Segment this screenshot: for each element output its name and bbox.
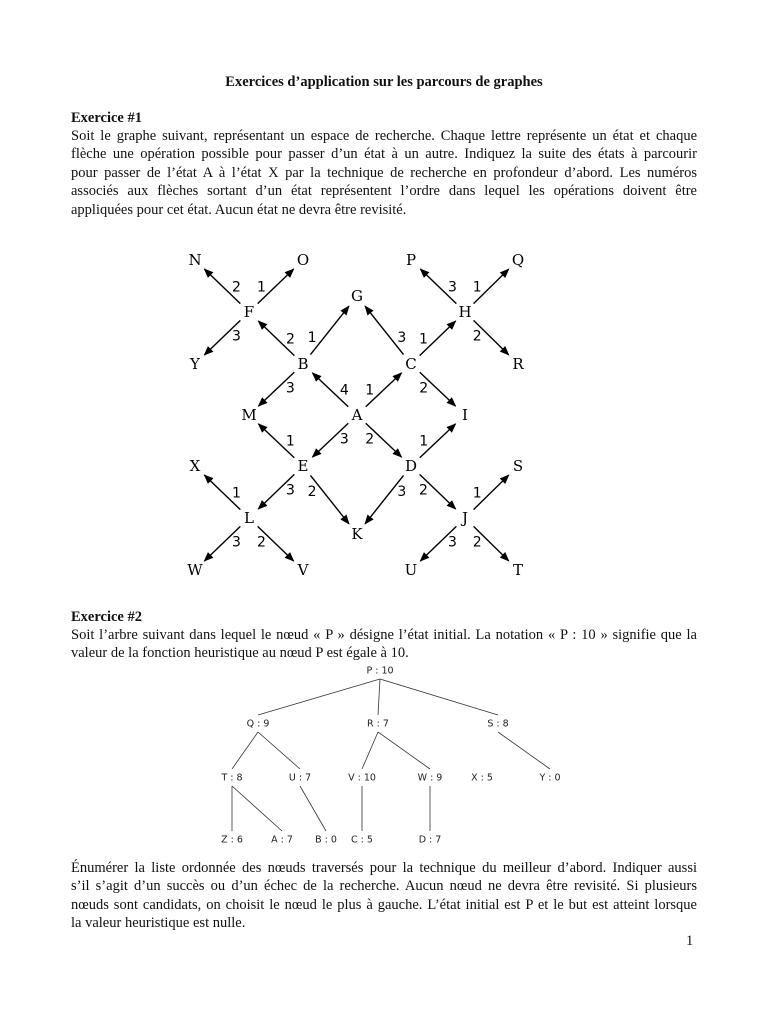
graph-arrow-label-F-N: 2: [232, 279, 241, 296]
graph-arrow-label-L-W: 3: [232, 534, 241, 551]
exercise-1-heading: Exercice #1: [71, 110, 142, 126]
tree-node-S: S : 8: [487, 718, 509, 730]
graph-arrow-label-C-I: 2: [419, 380, 429, 397]
tree-edge-P-S: [380, 679, 498, 715]
exercise-2-question: [71, 859, 697, 933]
graph-arrow-label-F-O: 1: [257, 279, 266, 296]
graph-node-T: T: [512, 561, 524, 579]
tree-node-U: U : 7: [288, 772, 312, 784]
exercise-1-line: Soit le graphe suivant, représentant un espace de recherche. Chaque lettre représente un état et chaque: [71, 128, 697, 144]
tree-node-T: T : 8: [221, 772, 243, 784]
graph-arrow-label-E-M: 1: [285, 433, 295, 450]
tree-node-Y: Y : 0: [539, 772, 561, 784]
tree-edge-R-V: [362, 732, 378, 769]
graph-node-P: P: [405, 251, 417, 269]
graph-arrow-label-B-G: 1: [307, 330, 317, 347]
graph-node-A: A: [351, 406, 363, 424]
graph-arrow-label-A-C: 1: [365, 382, 375, 399]
tree-edge-P-R: [378, 679, 380, 715]
graph-arrow-label-E-L: 3: [286, 482, 295, 499]
tree-node-C: C : 5: [351, 834, 373, 846]
graph-arrow-label-A-E: 3: [339, 431, 349, 448]
graph-arrow-label-J-T: 2: [472, 534, 482, 551]
graph-arrow-label-H-P: 3: [448, 279, 457, 296]
graph-node-W: W: [187, 561, 203, 579]
graph-node-M: M: [241, 406, 257, 424]
graph-node-V: V: [297, 561, 309, 579]
tree-node-Z: Z : 6: [221, 834, 243, 846]
graph-node-D: D: [404, 457, 418, 475]
tree-node-R: R : 7: [367, 718, 389, 730]
graph-node-S: S: [512, 457, 524, 475]
graph-arrow-label-B-F: 2: [286, 331, 295, 348]
exercise-2-question-line: Énumérer la liste ordonnée des nœuds traversés pour la technique du meilleur d’abord. Indiquer aussi: [71, 860, 697, 876]
graph-node-F: F: [243, 303, 255, 321]
graph-node-B: B: [297, 355, 309, 373]
graph-arrow-label-B-M: 3: [285, 380, 295, 397]
graph-arrow-label-J-S: 1: [472, 485, 482, 502]
tree-node-Q: Q : 9: [246, 718, 270, 730]
graph-node-K: K: [351, 525, 363, 543]
graph-arrow-label-E-K: 2: [307, 483, 317, 500]
graph-node-C: C: [405, 355, 417, 373]
graph-arrow-label-L-V: 2: [257, 534, 266, 551]
tree-edge-Q-T: [232, 732, 258, 769]
tree-node-B: B : 0: [315, 834, 337, 846]
graph-node-E: E: [297, 457, 309, 475]
graph-node-R: R: [512, 355, 524, 373]
graph-arrow-label-H-R: 2: [472, 328, 482, 345]
tree-node-P: P : 10: [366, 665, 394, 677]
graph-node-N: N: [188, 251, 202, 269]
graph-arrow-label-A-B: 4: [339, 382, 349, 399]
graph-node-H: H: [458, 303, 472, 321]
tree-node-W: W : 9: [417, 772, 443, 784]
graph-arrow-label-C-H: 1: [419, 331, 428, 348]
graph-arrow-label-F-Y: 3: [232, 328, 241, 345]
graph-node-J: J: [461, 509, 469, 527]
tree-node-A: A : 7: [271, 834, 293, 846]
graph-arrow-label-J-U: 3: [448, 534, 457, 551]
graph-arrow-label-D-I: 1: [419, 433, 429, 450]
graph-arrow-label-D-J: 2: [419, 482, 428, 499]
graph-node-Y: Y: [190, 355, 200, 373]
tree-edge-P-Q: [258, 679, 380, 715]
tree-node-D: D : 7: [418, 834, 442, 846]
exercise-2-heading: Exercice #2: [71, 609, 142, 625]
tree-node-X: X : 5: [471, 772, 493, 784]
exercise-2-question-line: la valeur heuristique est nulle.: [71, 915, 246, 932]
tree-edge-R-W: [378, 732, 430, 769]
exercise-2-question-line: s’il s’agit d’un succès ou d’un échec de la recherche. Aucun nœud ne devra être revisité. Si plusieurs: [71, 878, 697, 895]
graph-node-O: O: [296, 251, 310, 269]
tree-edge-T-A: [232, 786, 282, 831]
graph-arrow-label-A-D: 2: [365, 431, 375, 448]
page-number: 1: [686, 933, 694, 949]
exercise-1-line: pour passer de l’état A à l’état X par la technique de recherche en profondeur d’abord. Les numéros: [71, 164, 697, 181]
exercise-2-question-line: nœuds sont candidats, on choisit le nœud le plus à gauche. L’état initial est P et le but est atteint lorsque: [71, 896, 697, 913]
graph-arrow-label-D-K: 3: [397, 483, 407, 500]
graph-node-Q: Q: [511, 251, 525, 269]
tree-edge-Q-U: [258, 732, 300, 769]
page-title: Exercices d’application sur les parcours de graphes: [225, 74, 543, 90]
exercise-1-line: appliquées pour cet état. Aucun état ne devra être revisité.: [71, 201, 407, 218]
tree-edge-S-Y: [498, 732, 550, 769]
graph-node-I: I: [462, 406, 468, 424]
tree-edge-U-B: [300, 786, 326, 831]
exercise-1-line: associés aux flèches sortant d’un état représentent l’ordre dans lequel les opérations doivent être: [71, 183, 697, 200]
graph-arrow-label-L-X: 1: [232, 485, 241, 502]
graph-node-G: G: [351, 287, 363, 305]
exercise-2-line: Soit l’arbre suivant dans lequel le nœud « P » désigne l’état initial. La notation « P : 10 » signifie que la: [71, 627, 697, 643]
graph-node-X: X: [189, 457, 201, 475]
exercise-1-line: flèche une opération possible pour passer d’un état à un autre. Indiquez la suite des états à parcourir: [71, 146, 697, 163]
graph-arrow-label-H-Q: 1: [472, 279, 482, 296]
graph-arrow-label-C-G: 3: [397, 330, 407, 347]
graph-node-L: L: [244, 509, 254, 527]
exercise-2-line: valeur de la fonction heuristique au nœud P est égale à 10.: [71, 645, 409, 662]
tree-node-V: V : 10: [348, 772, 376, 784]
graph-node-U: U: [404, 561, 418, 579]
